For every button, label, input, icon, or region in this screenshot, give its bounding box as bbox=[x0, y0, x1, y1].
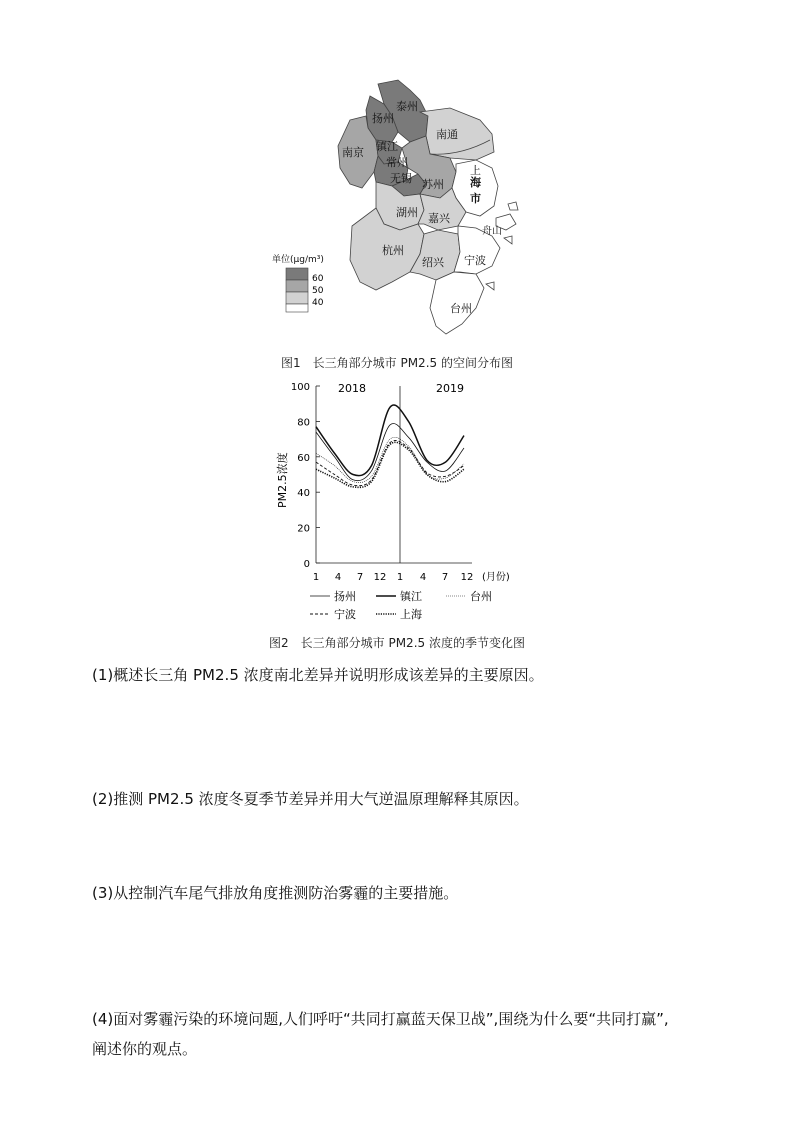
label-hangzhou: 杭州 bbox=[382, 244, 404, 257]
label-nantong: 南通 bbox=[436, 128, 458, 141]
y-tick-label: 80 bbox=[297, 417, 310, 429]
legend-level-60: 60 bbox=[312, 274, 324, 284]
x-tick-label: 7 bbox=[356, 572, 364, 583]
question-4-continued: 阐述你的观点。 bbox=[92, 1040, 198, 1058]
label-taizhou-s: 台州 bbox=[450, 302, 472, 315]
y-tick-label: 60 bbox=[297, 452, 310, 464]
label-nanjing: 南京 bbox=[342, 146, 364, 159]
y-tick-label: 100 bbox=[290, 382, 310, 393]
label-shanghai-3: 市 bbox=[470, 192, 481, 205]
question-3: (3)从控制汽车尾气排放角度推测防治雾霾的主要措施。 bbox=[92, 884, 459, 902]
series-line-1 bbox=[316, 405, 464, 476]
question-1: (1)概述长三角 PM2.5 浓度南北差异并说明形成该差异的主要原因。 bbox=[92, 666, 544, 684]
question-2: (2)推测 PM2.5 浓度冬夏季节差异并用大气逆温原理解释其原因。 bbox=[92, 790, 529, 808]
label-shanghai-2: 海 bbox=[470, 176, 481, 189]
legend-label: 宁波 bbox=[334, 608, 356, 621]
x-tick-label: 12 bbox=[460, 572, 474, 583]
x-tick-label: 1 bbox=[312, 572, 320, 583]
label-yangzhou: 扬州 bbox=[372, 112, 394, 125]
series-line-0 bbox=[316, 423, 464, 480]
legend-label: 镇江 bbox=[400, 590, 422, 603]
legend-label: 上海 bbox=[400, 608, 422, 621]
label-shaoxing: 绍兴 bbox=[422, 256, 444, 269]
x-axis-label: (月份) bbox=[482, 572, 510, 583]
legend-label: 台州 bbox=[470, 590, 492, 603]
label-zhoushan: 舟山 bbox=[482, 226, 502, 237]
figure2-caption: 图2 长三角部分城市 PM2.5 浓度的季节变化图 bbox=[269, 636, 525, 650]
year-label-2018: 2018 bbox=[338, 382, 366, 395]
label-taizhou-n: 泰州 bbox=[396, 100, 418, 113]
label-jiaxing: 嘉兴 bbox=[428, 212, 450, 225]
pm25-seasonal-chart bbox=[270, 378, 520, 628]
legend-level-50: 50 bbox=[312, 286, 324, 296]
y-tick-label: 40 bbox=[297, 488, 310, 500]
x-tick-label: 12 bbox=[373, 572, 387, 583]
question-4: (4)面对雾霾污染的环境问题,人们呼吁“共同打赢蓝天保卫战”,围绕为什么要“共同打赢”, bbox=[92, 1010, 669, 1028]
label-suzhou: 苏州 bbox=[422, 178, 444, 191]
legend-title: 单位(μg/m³) bbox=[272, 255, 324, 265]
x-tick-label: 4 bbox=[334, 572, 342, 583]
label-zhenjiang: 镇江 bbox=[376, 140, 398, 153]
y-tick-label: 0 bbox=[303, 559, 310, 570]
x-tick-label: 7 bbox=[441, 572, 449, 583]
map-legend bbox=[272, 253, 324, 312]
pm25-spatial-map bbox=[272, 76, 530, 348]
year-label-2019: 2019 bbox=[436, 382, 464, 395]
x-tick-label: 1 bbox=[396, 572, 404, 583]
x-tick-label: 4 bbox=[419, 572, 427, 583]
label-changzhou: 常州 bbox=[386, 156, 408, 169]
label-wuxi: 无锡 bbox=[390, 172, 412, 185]
legend-label: 扬州 bbox=[334, 590, 356, 603]
y-axis-label: PM2.5浓度 bbox=[276, 452, 289, 508]
figure1-caption: 图1 长三角部分城市 PM2.5 的空间分布图 bbox=[281, 356, 513, 370]
label-ningbo: 宁波 bbox=[464, 254, 486, 267]
legend-level-40: 40 bbox=[312, 298, 324, 308]
label-shanghai-1: 上 bbox=[470, 164, 481, 177]
y-tick-label: 20 bbox=[297, 523, 310, 535]
label-huzhou: 湖州 bbox=[396, 206, 418, 219]
